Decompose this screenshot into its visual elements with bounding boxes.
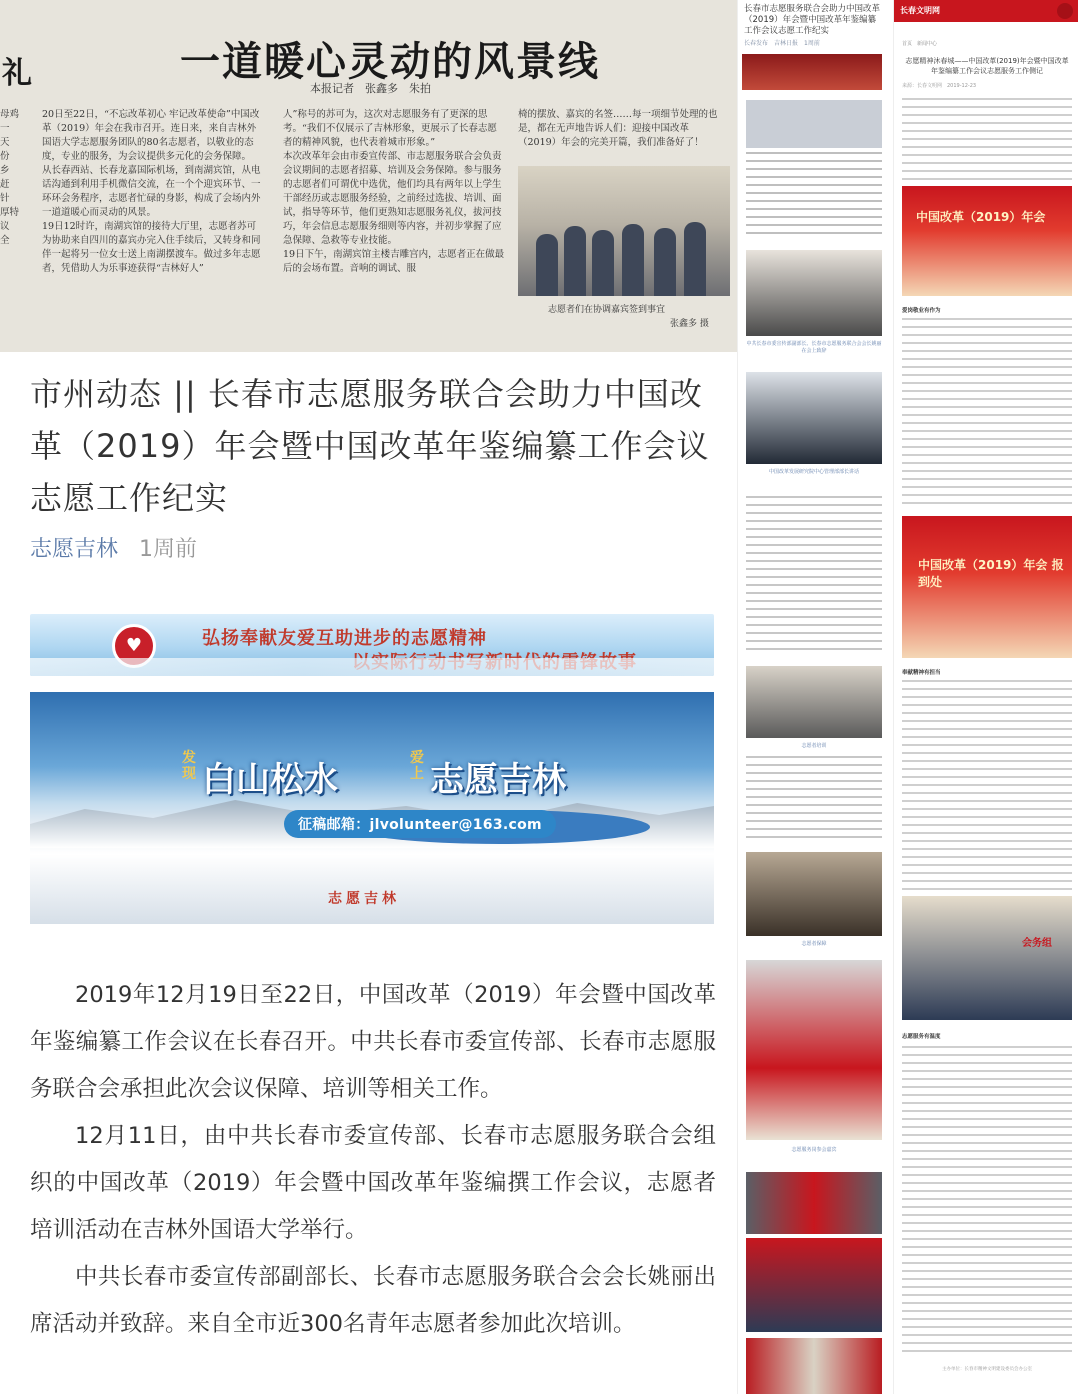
newspaper-column-2: 人”称号的苏可为，这次对志愿服务有了更深的思考。“我们不仅展示了吉林形象，更展示了长春志愿者的精神风貌，也代表着城市形象。” 本次改革年会由市委宣传部、市志愿服务联合会负责会议期间的志愿者招募、培训及会务保障。参与服务的志愿者们可谓优中选优，他们均具有两年以上学生干部经历或志愿服务经验，之前经过选拔、培训、面试，指导等环节，他们更熟知志愿服务礼仪，拔河技巧，年会信息志愿服务细则等内容，并初步掌握了应急保障、急救等专业技能。 19日下午，南湖宾馆主楼吉雕宫内，志愿者正在做最后的会场布置。音响的调试、服 xyxy=(283,109,505,274)
newspaper-headline-fragment: 礼 xyxy=(2,56,32,91)
volunteer-logo-icon: ♥ xyxy=(112,624,156,668)
middle-photo-strip xyxy=(746,1172,882,1234)
newspaper-photo-caption: 志愿者们在协调嘉宾签到事宜 xyxy=(548,305,666,315)
changbai-mountain-poster-image xyxy=(30,692,714,924)
poster-tag-discover: 发现 xyxy=(182,750,196,782)
newspaper-byline: 本报记者 张鑫多 朱拍 xyxy=(310,82,431,95)
middle-caption-1: 中共长春市委宣传部副部长、长春市志愿服务联合会会长姚丽在会上致辞 xyxy=(746,341,882,354)
right-article-title: 志愿精神沐春城——中国改革(2019)年会暨中国改革年鉴编纂工作会议志愿服务工作侧记 xyxy=(905,57,1069,75)
poster-label: 志愿吉林 xyxy=(328,891,400,907)
right-photo-text-3: 会务组 xyxy=(1022,938,1052,949)
middle-caption-4: 志愿者保障 xyxy=(801,941,827,947)
middle-text-block xyxy=(746,152,882,240)
poster-slogan-a: 白山松水 xyxy=(202,760,338,800)
newspaper-column-1: 20日至22日，“不忘改革初心 牢记改革使命”中国改革（2019）年会在我市召开。连日来，来自吉林外国语大学志愿服务团队的80名志愿者，以敬业的态度，专业的服务，为会议提供多元化的会务保障。 从长春西站、长春龙嘉国际机场，到南湖宾馆，从电话沟通到利用手机微信交流，在一个个迎宾环节、一环环会务程序，志愿者忙碌的身影，构成了会场内外一道道暖心而灵动的风景。 19日12时许，南湖宾馆的接待大厅里，志愿者苏可为协助来自四川的嘉宾办完入住手续后，又转身和同伴一起将另一位女士送上南湖摆渡车。做过多年志愿者，凭借助人为乐事迹获得“吉林好人” xyxy=(42,109,261,274)
middle-photo-welcome xyxy=(746,960,882,1140)
right-text-block xyxy=(902,318,1072,506)
poster-submission-email: 征稿邮箱：jlvolunteer@163.com xyxy=(284,810,556,838)
right-text-block xyxy=(902,98,1072,184)
newspaper-headline: 一道暖心灵动的风景线 xyxy=(180,38,600,85)
newspaper-photo-volunteers xyxy=(518,166,730,296)
right-text-block xyxy=(902,680,1072,890)
newspaper-left-strip: 母鸡 一 天 份 乡 赶 针 厚特 议 全 xyxy=(0,109,20,246)
newspaper-column-3: 椅的摆放、嘉宾的名签……每一项细节处理的也是，都在无声地告诉人们：迎接中国改革（2019）年会的完美开篇，我们准备好了！ xyxy=(518,109,718,148)
middle-photo-speech xyxy=(746,372,882,464)
article-title: 市州动态 || 长春市志愿服务联合会助力中国改革（2019）年会暨中国改革年鉴编纂工作会议志愿工作纪实 xyxy=(30,375,710,517)
article-body xyxy=(30,972,716,1348)
middle-article-meta: 长春发布 吉林日报 1周前 xyxy=(744,40,820,47)
banner-line-1: 弘扬奉献友爱互助进步的志愿精神 xyxy=(202,628,487,649)
middle-text-block xyxy=(746,756,882,844)
middle-article-screenshot xyxy=(737,0,887,1394)
right-photo-annual-meeting xyxy=(902,186,1072,296)
right-site-header xyxy=(894,0,1078,22)
middle-photo-support xyxy=(746,852,882,936)
middle-photo-training xyxy=(746,666,882,738)
newspaper-photo-credit: 张鑫多 摄 xyxy=(670,319,709,329)
right-photo-text-1: 中国改革（2019）年会 xyxy=(916,210,1046,224)
middle-photo-group xyxy=(746,1238,882,1332)
middle-image-newsprint xyxy=(746,100,882,148)
slogan-banner-image xyxy=(30,614,714,676)
middle-article-title: 长春市志愿服务联合会助力中国改革（2019）年会暨中国改革年鉴编纂工作会议志愿工作纪实 xyxy=(744,4,881,36)
menu-icon[interactable] xyxy=(1057,3,1073,19)
right-photo-service-desk xyxy=(902,896,1072,1020)
right-article-meta: 来源：长春文明网 2019-12-23 xyxy=(902,83,977,89)
article-source-line xyxy=(30,532,197,563)
right-site-name: 长春文明网 xyxy=(900,6,940,15)
article-paragraph: 12月11日，由中共长春市委宣传部、长春市志愿服务联合会组织的中国改革（2019）年会暨中国改革年鉴编撰工作会议，志愿者培训活动在吉林外国语大学举行。 xyxy=(30,1123,716,1243)
right-photo-registration xyxy=(902,516,1072,658)
article-timestamp: 1周前 xyxy=(139,537,198,562)
right-photo-text-2: 中国改革（2019）年会 报到处 xyxy=(918,558,1064,589)
middle-text-block xyxy=(746,496,882,656)
middle-caption-3: 志愿者培训 xyxy=(801,743,827,749)
article-paragraph: 2019年12月19日至22日，中国改革（2019）年会暨中国改革年鉴编纂工作会议在长春召开。中共长春市委宣传部、长春市志愿服务联合会承担此次会议保障、培训等相关工作。 xyxy=(30,982,716,1102)
middle-article-banner-image xyxy=(742,54,882,90)
middle-caption-2: 中国改革发展研究院中心管理部部长讲话 xyxy=(768,469,859,475)
right-subheading-2: 奉献精神有担当 xyxy=(902,670,941,676)
right-article-screenshot xyxy=(893,0,1078,1394)
poster-slogan-b: 志愿吉林 xyxy=(430,760,566,800)
poster-tag-love: 爱上 xyxy=(410,750,424,782)
right-subheading-3: 志愿服务有温度 xyxy=(902,1034,941,1040)
right-breadcrumb: 首页 新闻中心 xyxy=(902,41,938,47)
middle-caption-5: 志愿服务岗参会嘉宾 xyxy=(791,1147,837,1153)
right-text-block xyxy=(902,1046,1072,1356)
article-paragraph: 中共长春市委宣传部副部长、长春市志愿服务联合会会长姚丽出席活动并致辞。来自全市近300名青年志愿者参加此次培训。 xyxy=(30,1264,716,1337)
article-source-link[interactable]: 志愿吉林 xyxy=(30,537,119,562)
right-footer: 主办单位：长春市精神文明建设委员会办公室 xyxy=(942,1367,1032,1372)
middle-photo-speaker xyxy=(746,250,882,336)
middle-photo-reception xyxy=(746,1338,882,1394)
right-subheading-1: 爱岗敬业有作为 xyxy=(902,308,941,314)
newspaper-clipping xyxy=(0,0,737,352)
